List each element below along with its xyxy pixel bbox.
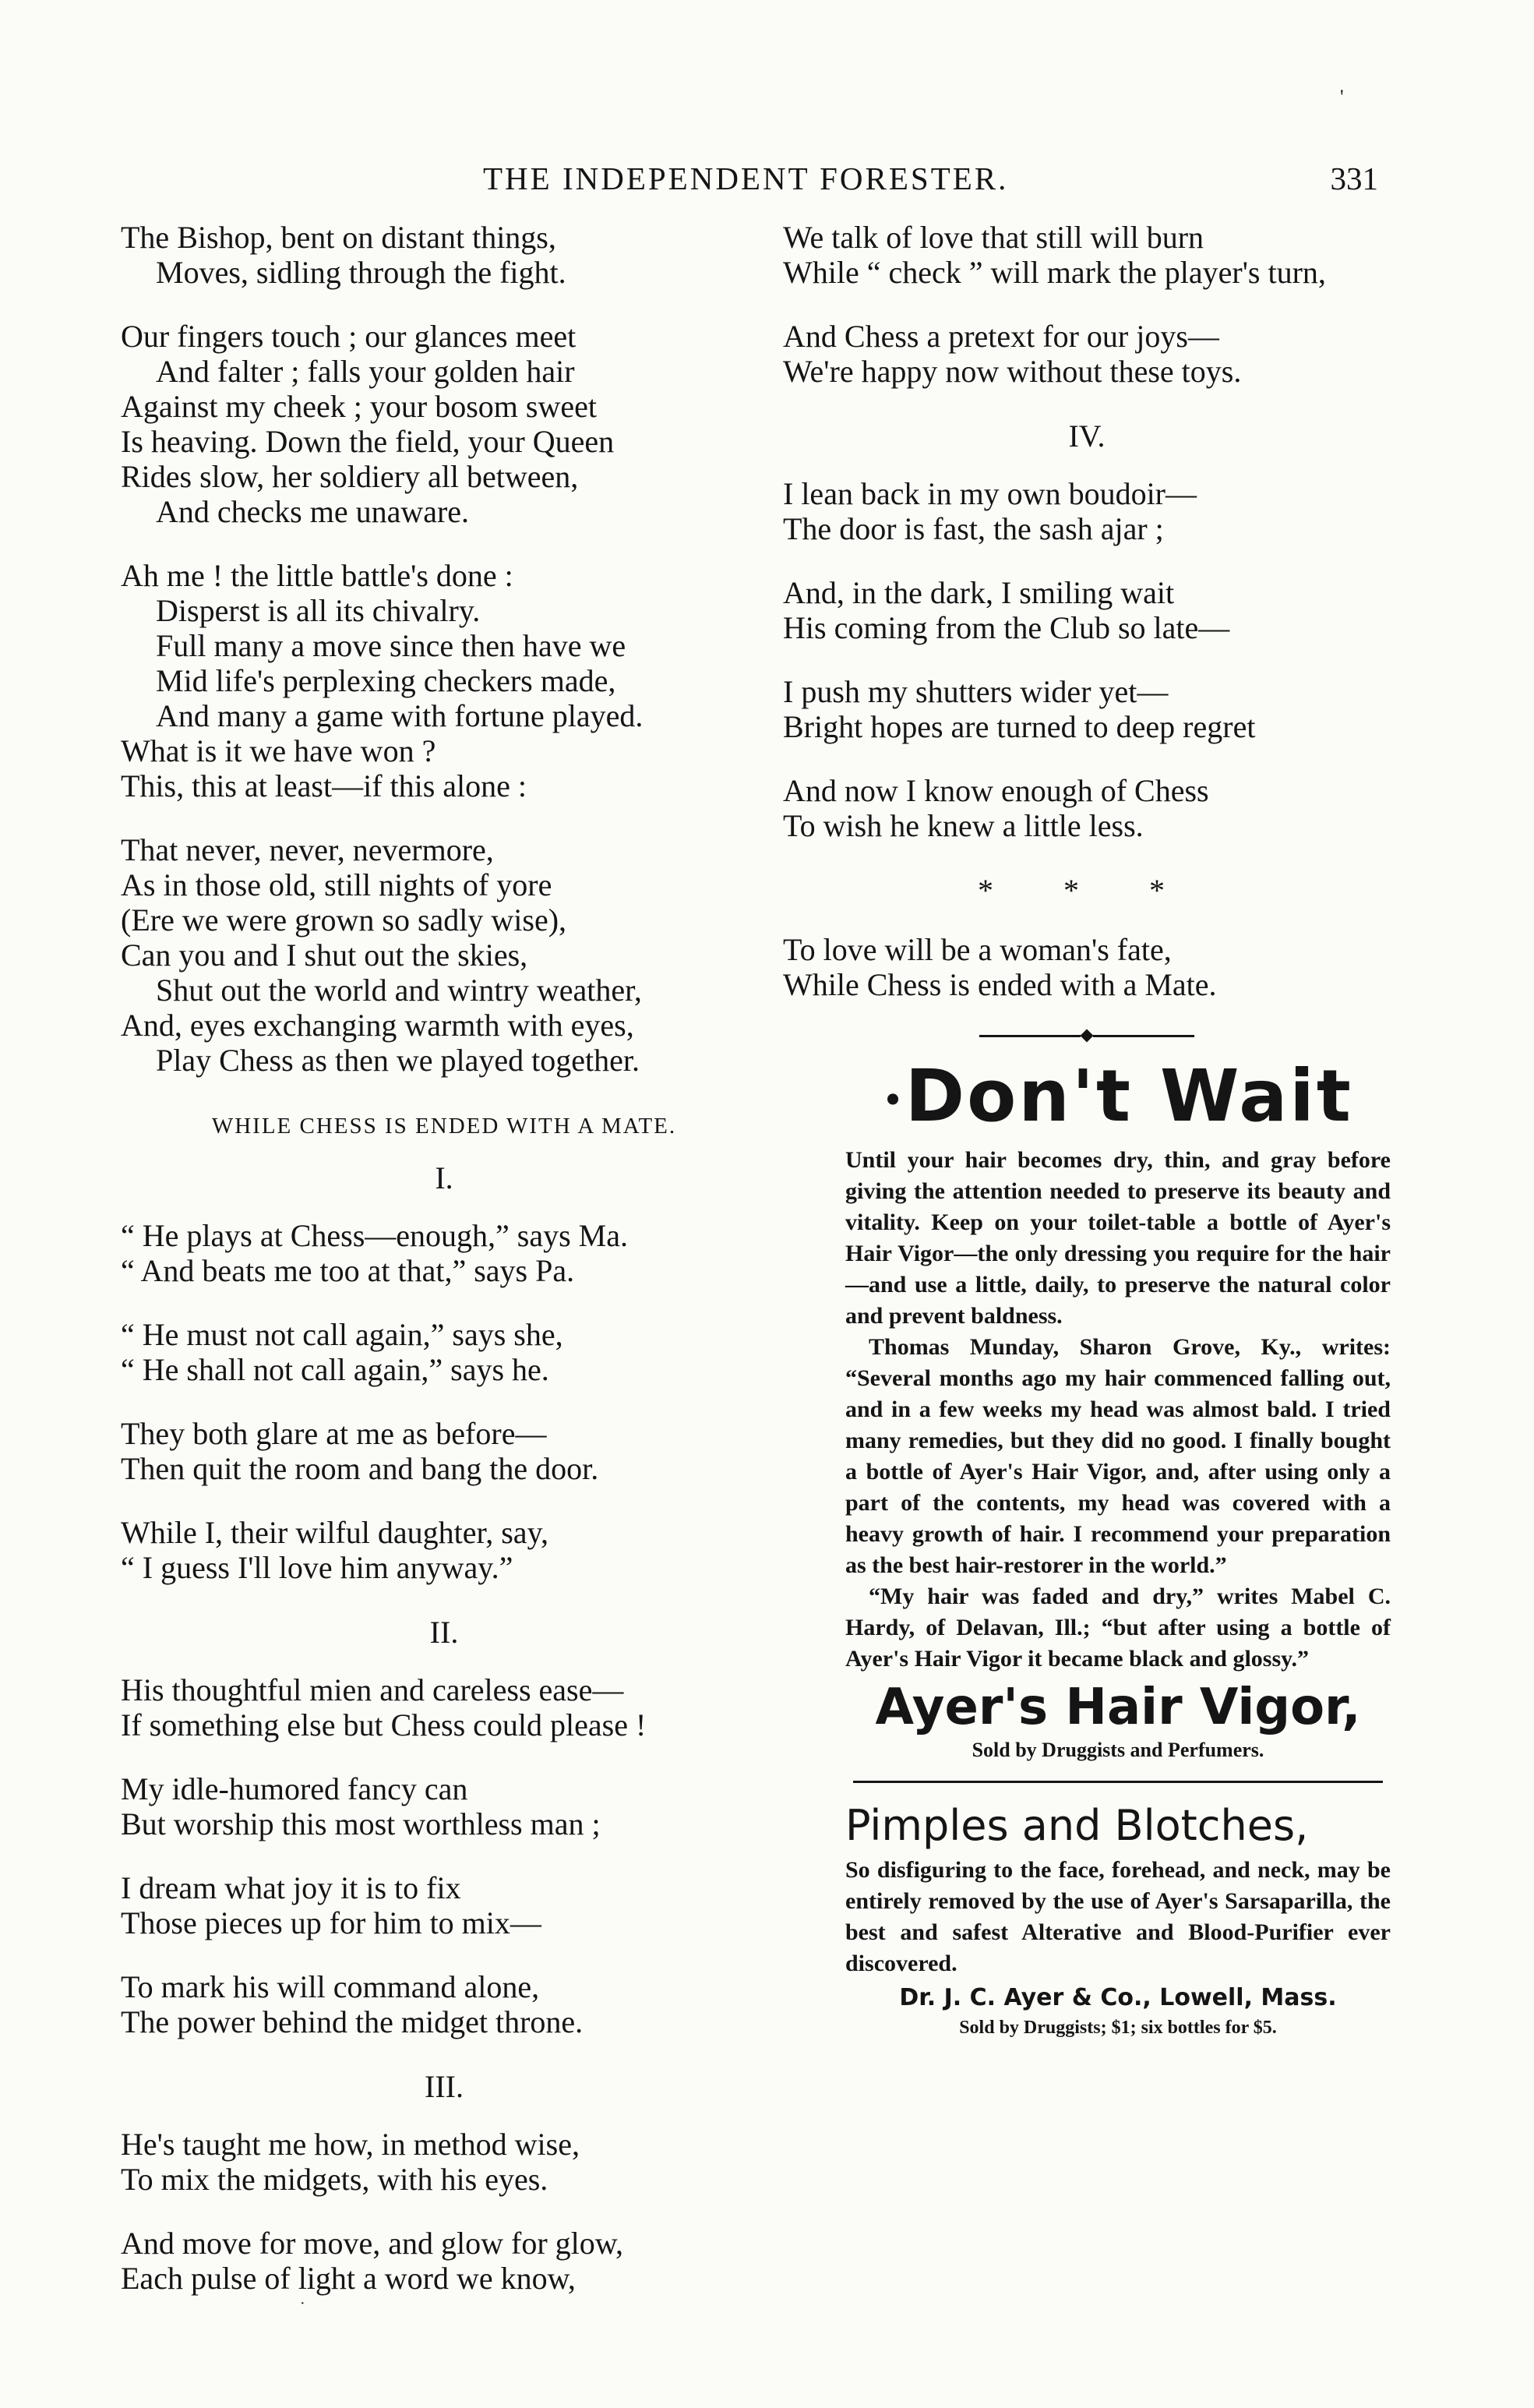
ad-paragraph: Thomas Munday, Sharon Grove, Ky., writes: “Several months ago my hair commenced falling out, and in a few weeks my head was almost bald. I tried many remedies, but they did no good. I finally bought a bottle of Ayer's Hair Vigor, and, after using only a part of the contents, my head was covered with a heavy growth of hair. I recommend your preparation as the best hair-restorer in the world.”	[845, 1333, 1391, 1578]
stanza	[783, 476, 1391, 546]
poem-line: “ He must not call again,” says she,	[121, 1317, 563, 1352]
ad-brand: Ayer's Hair Vigor,	[875, 1678, 1361, 1736]
ad2-headline: Pimples and Blotches,	[845, 1800, 1309, 1850]
poem-line: His coming from the Club so late—	[783, 610, 1230, 645]
ad-body	[845, 1145, 1391, 1675]
section-1	[121, 1218, 767, 1585]
section-numeral-4: IV.	[1068, 418, 1106, 454]
poem-line: “ And beats me too at that,” says Pa.	[121, 1253, 575, 1288]
stanza	[121, 2127, 767, 2197]
section-stars: * * *	[978, 873, 1196, 908]
ad2-sold-by: Sold by Druggists; $1; six bottles for $5.	[959, 2017, 1277, 2038]
poem-line: Rides slow, her soldiery all between,	[121, 459, 579, 494]
ad-headline: •Don't Wait	[883, 1054, 1353, 1138]
stanza	[121, 1218, 767, 1288]
left-column	[121, 220, 767, 2325]
section-numeral-3: III.	[425, 2069, 464, 2104]
poem-line: I lean back in my own boudoir—	[783, 476, 1197, 511]
section-3	[121, 2127, 767, 2296]
poem-line: Full many a move since then have we	[156, 628, 626, 663]
poem-line: Against my cheek ; your bosom sweet	[121, 389, 597, 424]
ad-divider	[853, 1781, 1383, 1783]
running-header	[0, 160, 1534, 207]
poem-line: To mark his will command alone,	[121, 1969, 540, 2004]
ornamental-rule	[783, 1031, 1391, 1040]
poem-line: As in those old, still nights of yore	[121, 867, 552, 902]
stanza	[121, 220, 767, 290]
poem-line: And now I know enough of Chess	[783, 773, 1209, 808]
stanza	[783, 674, 1391, 744]
page-title: THE INDEPENDENT FORESTER.	[483, 161, 1009, 196]
poem-line: While “ check ” will mark the player's turn,	[783, 255, 1326, 290]
poem-line: “ He plays at Chess—enough,” says Ma.	[121, 1218, 628, 1253]
poem-line: He's taught me how, in method wise,	[121, 2127, 580, 2162]
ad-paragraph: Until your hair becomes dry, thin, and gray before giving the attention needed to preserve its beauty and vitality. Keep on your toilet-table a bottle of Ayer's Hair Vigor—the only dressing you require for the hair—and use a little, daily, to preserve the natural color and prevent baldness.	[845, 1146, 1391, 1329]
closing-couplet	[783, 932, 1391, 1002]
section-3-continued	[783, 220, 1391, 389]
poem-line: “ I guess I'll love him anyway.”	[121, 1550, 513, 1585]
poem-line: And many a game with fortune played.	[156, 698, 644, 733]
poem-line: But worship this most worthless man ;	[121, 1806, 601, 1841]
section-numeral-1: I.	[435, 1160, 453, 1195]
corner-mark: '	[1340, 86, 1344, 108]
stanza	[783, 773, 1391, 843]
poem-line: Is heaving. Down the field, your Queen	[121, 424, 615, 459]
poem-line: His thoughtful mien and careless ease—	[121, 1672, 624, 1707]
poem-line: Each pulse of light a word we know,	[121, 2261, 576, 2296]
ad2-signature: Dr. J. C. Ayer & Co., Lowell, Mass.	[899, 1983, 1337, 2011]
section-4	[783, 476, 1391, 843]
poem-line: The door is fast, the sash ajar ;	[783, 511, 1164, 546]
poem-line: Mid life's perplexing checkers made,	[156, 663, 616, 698]
poem-line: And checks me unaware.	[156, 494, 470, 529]
poem-line: To mix the midgets, with his eyes.	[121, 2162, 548, 2197]
poem-line: While I, their wilful daughter, say,	[121, 1515, 548, 1550]
poem-line: The power behind the midget throne.	[121, 2004, 584, 2039]
stanza	[783, 319, 1391, 389]
bullet-icon: •	[883, 1082, 905, 1119]
poem-line: And Chess a pretext for our joys—	[783, 319, 1219, 354]
poem-line: We talk of love that still will burn	[783, 220, 1204, 255]
poem-line: Our fingers touch ; our glances meet	[121, 319, 577, 354]
section-numeral-2: II.	[429, 1615, 459, 1650]
poem-line: What is it we have won ?	[121, 733, 436, 768]
poem-line: To love will be a woman's fate,	[783, 932, 1172, 967]
poem-line: The Bishop, bent on distant things,	[121, 220, 556, 255]
stanza	[121, 1771, 767, 1841]
stanza	[121, 1515, 767, 1585]
stanza	[121, 1870, 767, 1940]
poem-line: Can you and I shut out the skies,	[121, 937, 528, 973]
hair-vigor-advertisement	[845, 1054, 1391, 2039]
stanza	[121, 558, 767, 803]
poem-line: Disperst is all its chivalry.	[156, 593, 481, 628]
poem-line: That never, never, nevermore,	[121, 832, 494, 867]
poem-line: And move for move, and glow for glow,	[121, 2226, 624, 2261]
poem-line: My idle-humored fancy can	[121, 1771, 468, 1806]
section-2	[121, 1672, 767, 2039]
poem-line: We're happy now without these toys.	[783, 354, 1242, 389]
poem-line: Those pieces up for him to mix—	[121, 1905, 541, 1940]
stanza	[783, 220, 1391, 290]
poem-line: I push my shutters wider yet—	[783, 674, 1169, 709]
poem-line: Then quit the room and bang the door.	[121, 1451, 599, 1486]
poem-line: And falter ; falls your golden hair	[156, 354, 575, 389]
poem-line: And, eyes exchanging warmth with eyes,	[121, 1008, 634, 1043]
poem-line: I dream what joy it is to fix	[121, 1870, 461, 1905]
stanza	[121, 1416, 767, 1486]
right-column	[783, 220, 1391, 2039]
ad2-body: So disfiguring to the face, forehead, and neck, may be entirely removed by the use of Ayer's Sarsaparilla, the best and safest Alterative and Blood-Purifier ever discovered.	[845, 1856, 1391, 1976]
stanza	[121, 1969, 767, 2039]
poem-line: While Chess is ended with a Mate.	[783, 967, 1217, 1002]
poem-line: They both glare at me as before—	[121, 1416, 547, 1451]
stanza	[121, 1672, 767, 1742]
page-number: 331	[1330, 161, 1378, 196]
poem-line: If something else but Chess could please !	[121, 1707, 647, 1742]
poem-line: Ah me ! the little battle's done :	[121, 558, 513, 593]
poem-end	[121, 220, 767, 1078]
stanza	[783, 575, 1391, 645]
poem-line: This, this at least—if this alone :	[121, 768, 527, 803]
poem-line: And, in the dark, I smiling wait	[783, 575, 1175, 610]
stanza	[121, 2226, 767, 2296]
poem-line: To wish he knew a little less.	[783, 808, 1144, 843]
poem-line: (Ere we were grown so sadly wise),	[121, 902, 567, 937]
poem-line: Play Chess as then we played together.	[156, 1043, 640, 1078]
poem-line: Shut out the world and wintry weather,	[156, 973, 642, 1008]
footer-dot: ·	[300, 2295, 305, 2312]
ad-sold-by: Sold by Druggists and Perfumers.	[972, 1738, 1264, 1761]
stanza	[121, 1317, 767, 1387]
stanza	[121, 832, 767, 1078]
poem-line: Bright hopes are turned to deep regret	[783, 709, 1256, 744]
stanza	[783, 932, 1391, 1002]
poem-subtitle: WHILE CHESS IS ENDED WITH A MATE.	[211, 1114, 677, 1139]
poem-line: Moves, sidling through the fight.	[156, 255, 566, 290]
poem-line: “ He shall not call again,” says he.	[121, 1352, 549, 1387]
ad-paragraph: “My hair was faded and dry,” writes Mabel C. Hardy, of Delavan, Ill.; “but after using a bottle of Ayer's Hair Vigor it became black and glossy.”	[845, 1583, 1391, 1672]
stanza	[121, 319, 767, 529]
